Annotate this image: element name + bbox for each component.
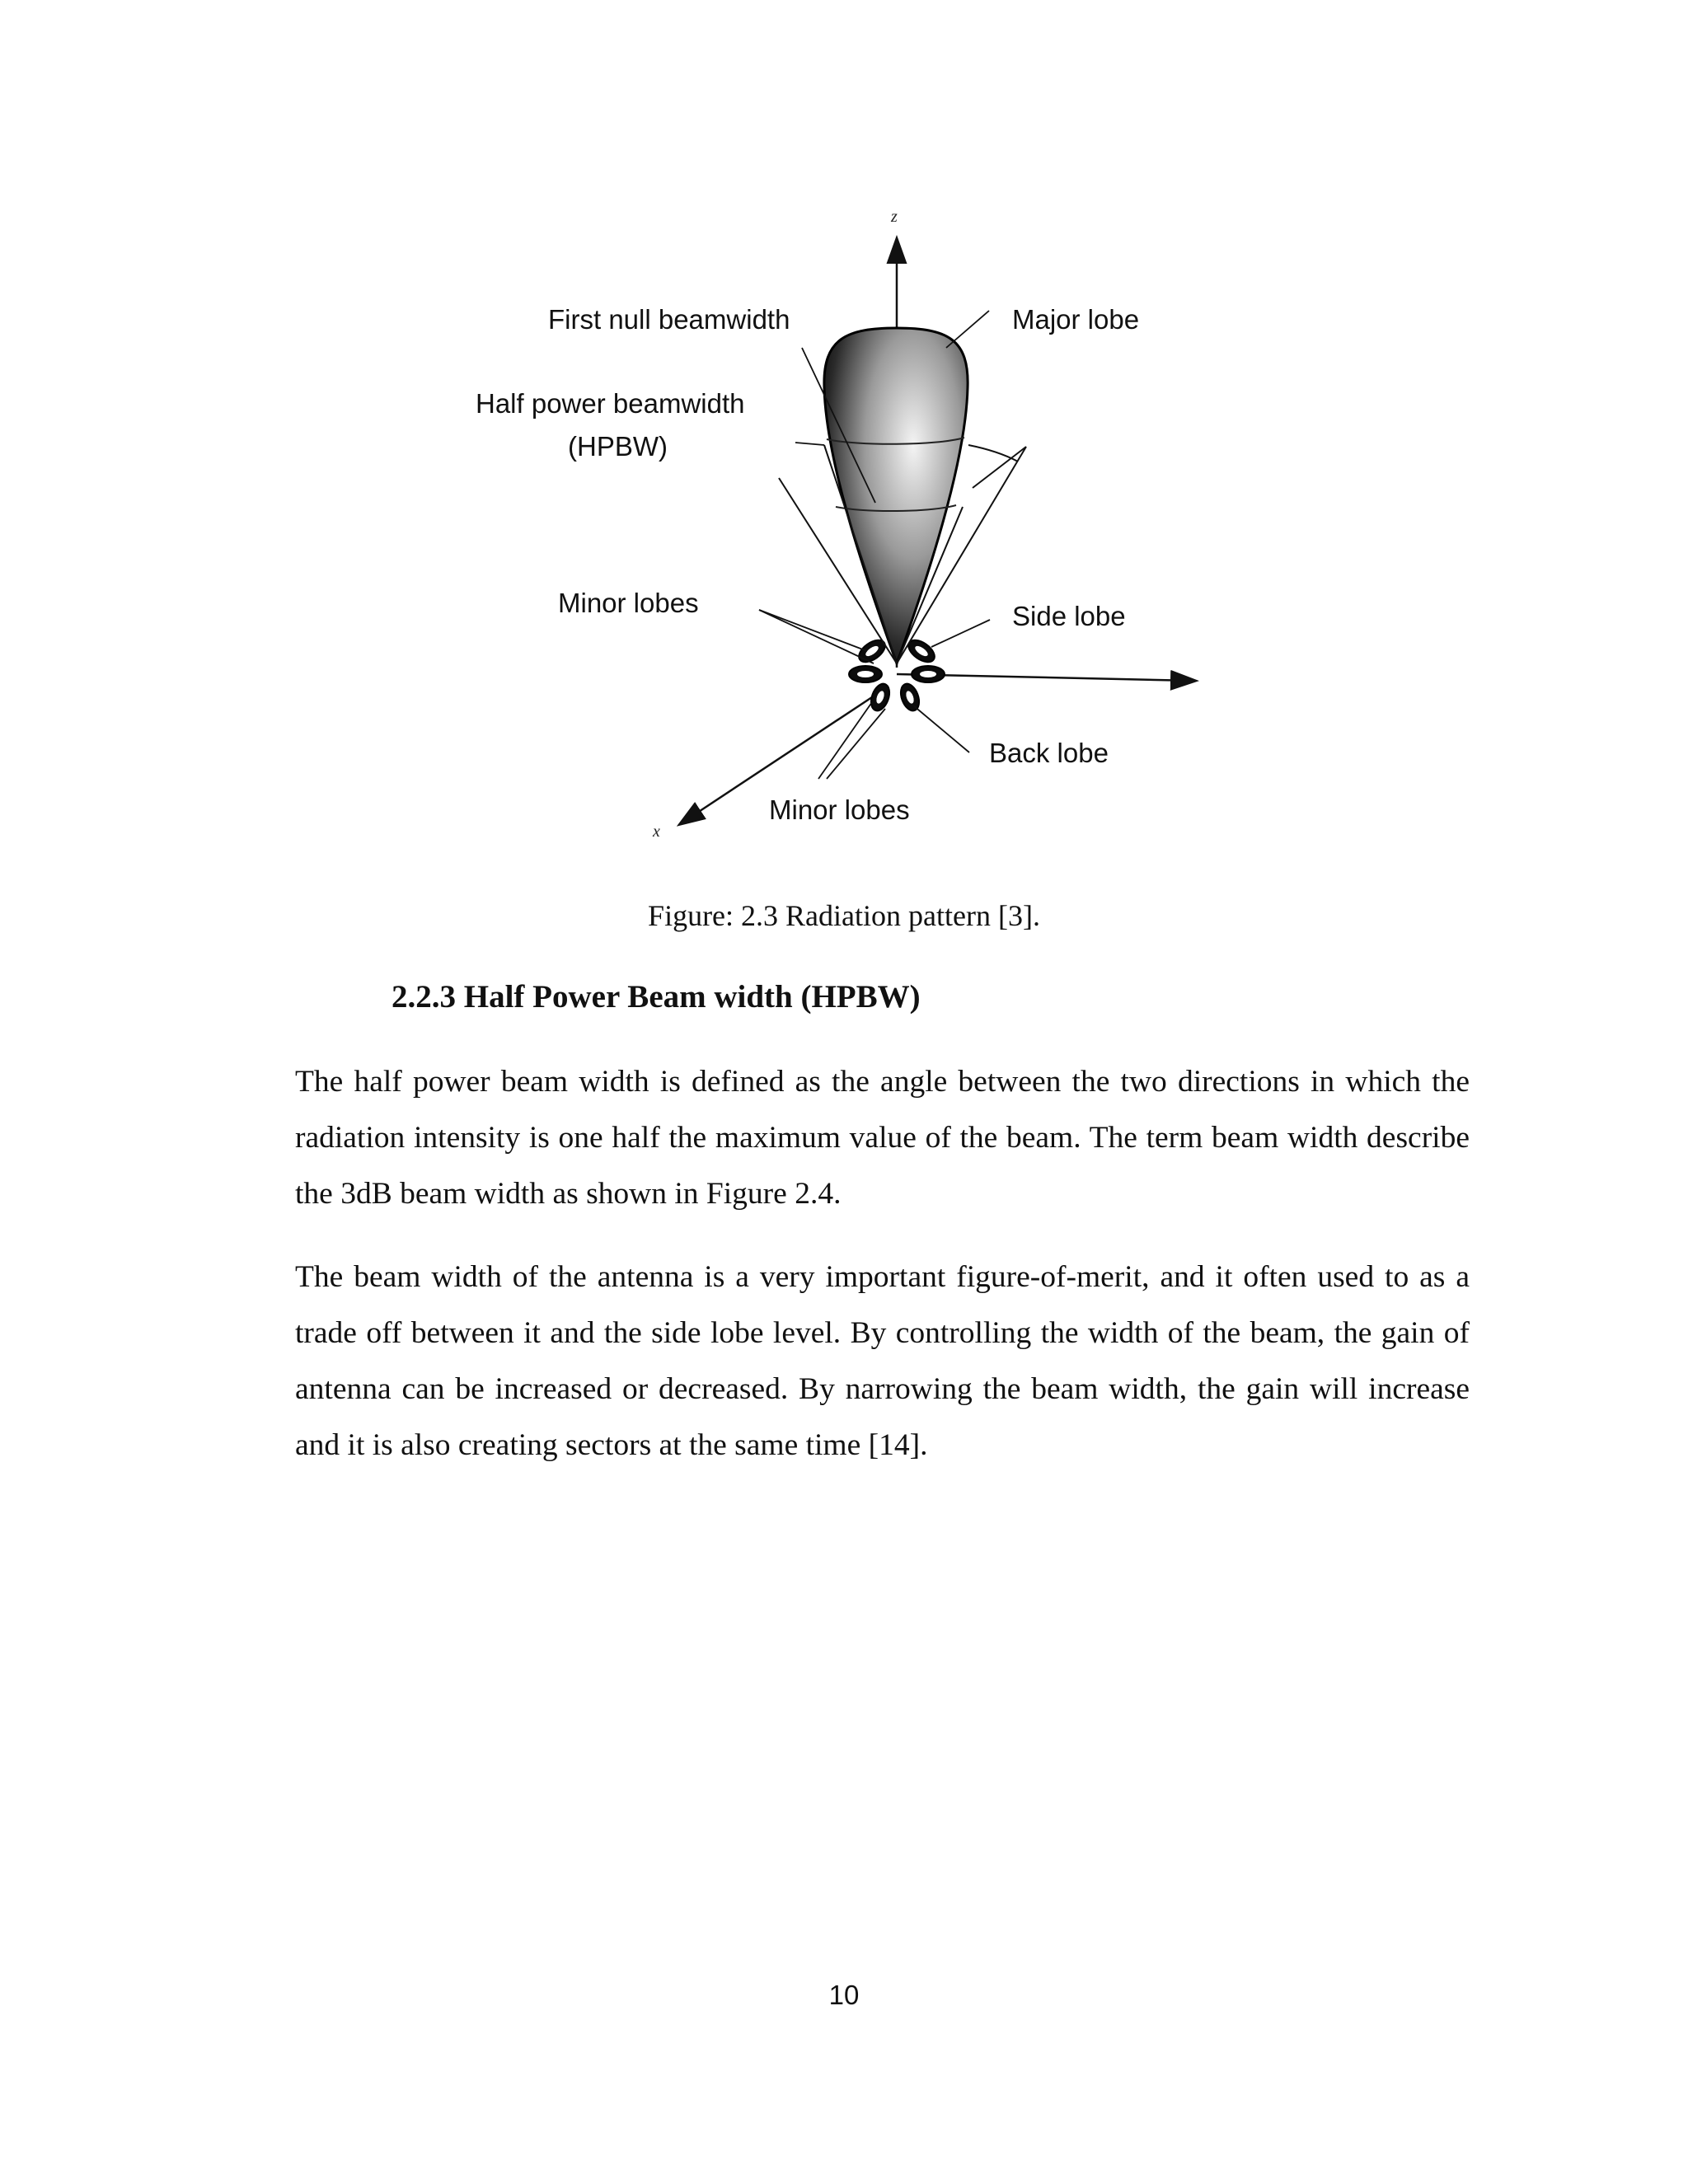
radiation-pattern-figure [0,0,1688,907]
z-axis-label: z [891,208,898,226]
hpbw-label-line1: Half power beamwidth [476,388,745,419]
page-number: 10 [828,1980,860,2010]
first-null-beamwidth-label: First null beamwidth [548,304,790,335]
body-paragraph-1: The half power beam width is defined as the angle between the two directions in which the radiation intensity is one half the maximum value of the beam. The term beam width describe the 3dB beam width as shown in Figure 2.4. [295,1065,1470,1211]
radiation-pattern-drawing [0,0,1688,907]
body-paragraph-2: The beam width of the antenna is a very important figure-of-merit, and it often used to as a trade off between it and the side lobe level. By controlling the width of the beam, the gain of antenna can be increased or decreased. By narrowing the beam width, the gain will increase and it is also creating sectors at the same time [14]. [295,1260,1470,1462]
minor-lobes-left-label: Minor lobes [558,588,699,618]
figure-caption: Figure: 2.3 Radiation pattern [3]. [648,899,1040,932]
side-lobe-label: Side lobe [1012,601,1126,631]
major-lobe-label: Major lobe [1012,304,1140,335]
hpbw-label-line2: (HPBW) [568,431,668,462]
minor-lobes-bottom-label: Minor lobes [769,794,910,825]
x-axis-label: x [653,823,660,841]
section-heading: 2.2.3 Half Power Beam width (HPBW) [392,979,921,1015]
back-lobe-label: Back lobe [989,738,1109,768]
major-lobe-shape [824,328,968,663]
